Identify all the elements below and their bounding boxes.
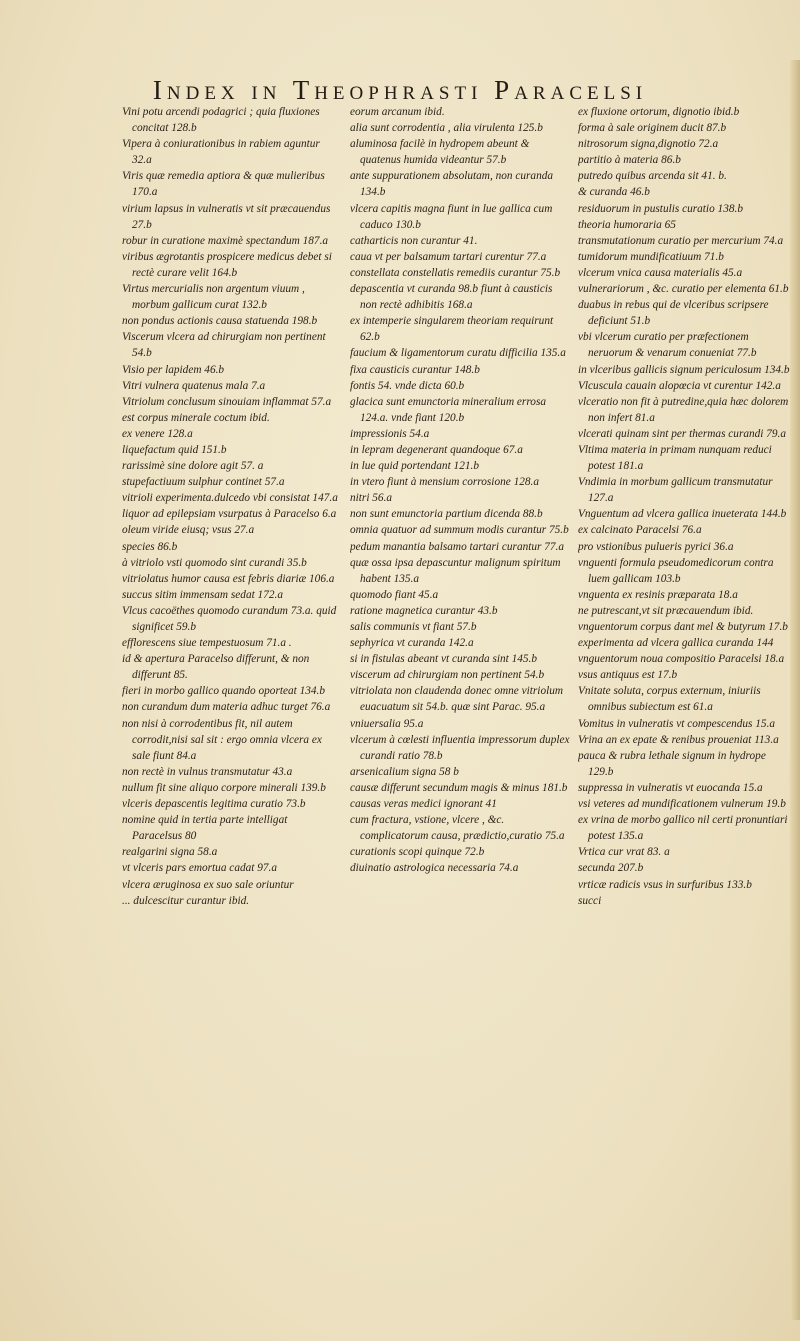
index-entry: glacica sunt emunctoria mineralium errosa 124.a. vnde fiant 120.b	[350, 395, 547, 424]
index-entry: aluminosa facilè in hydropem abeunt & quatenus humida videantur 57.b	[350, 138, 530, 167]
index-entry: Vlcus cacoëthes quomodo curandum 73.a. quid significet 59.b	[122, 604, 337, 633]
index-entry: vsus antiquus est 17.b	[578, 669, 678, 682]
index-entry: si in fistulas abeant vt curanda sint 145.b	[350, 653, 538, 666]
index-entry: Virtus mercurialis non argentum viuum , morbum gallicum curat 132.b	[122, 283, 305, 312]
index-column-left	[122, 104, 340, 909]
index-entry: vnguenti formula pseudomedicorum contra luem gallicam 103.b	[578, 556, 774, 585]
index-entry: vlcera æruginosa ex suo sale oriuntur	[122, 878, 294, 891]
index-entry: succi	[578, 894, 602, 907]
index-entry: robur in curatione maximè spectandum 187.a	[122, 234, 329, 247]
index-entry: à vitriolo vsti quomodo sint curandi 35.b	[122, 556, 307, 569]
index-entry: ex vrina de morbo gallico nil certi pronuntiari potest 135.a	[578, 814, 788, 843]
index-entry: efflorescens siue tempestuosum 71.a .	[122, 637, 292, 650]
index-entry: curationis scopi quinque 72.b	[350, 846, 485, 859]
index-entry: omnia quatuor ad summum modis curantur 75.b	[350, 524, 569, 537]
index-entry: quæ ossa ipsa depascuntur malignum spiritum habent 135.a	[350, 556, 561, 585]
page-header: Index in Theophrasti Paracelsi	[152, 75, 648, 105]
index-entry: partitio à materia 86.b	[578, 154, 681, 167]
index-entry: non nisi à corrodentibus fit, nil autem corrodit,nisi sal sit : ergo omnia vlcera ex sale fiunt 84.a	[122, 717, 322, 762]
index-entry: liquefactum quid 151.b	[122, 443, 227, 456]
index-entry: nomine quid in tertia parte intelligat Paracelsus 80	[122, 814, 288, 843]
index-entry: succus sitim immensam sedat 172.a	[122, 588, 283, 601]
index-entry: vitriolatus humor causa est febris diariæ 106.a	[122, 572, 335, 585]
index-entry: experimenta ad vlcera gallica curanda 144	[578, 637, 774, 650]
index-entry: ex intemperie singularem theoriam requirunt 62.b	[350, 315, 554, 344]
index-entry: causæ differunt secundum magis & minus 181.b	[350, 781, 568, 794]
index-entry: Vini potu arcendi podagrici ; quia fluxiones concitat 128.b	[122, 106, 320, 135]
index-entry: Vltima materia in primam nunquam reduci potest 181.a	[578, 443, 772, 473]
index-entry: vitrioli experimenta.dulcedo vbi consistat 147.a	[122, 492, 338, 505]
index-entry: vlcerum à cœlesti influentia impressorum duplex curandi ratio 78.b	[350, 733, 570, 762]
index-entry: secunda 207.b	[578, 862, 644, 875]
index-entry: ante suppurationem absolutam, non curanda 134.b	[350, 170, 554, 199]
index-entry: faucium & ligamentorum curatu difficilia 135.a	[350, 347, 566, 360]
index-entry: pauca & rubra lethale signum in hydrope 129.b	[578, 749, 766, 778]
index-entry: non rectè in vulnus transmutatur 43.a	[122, 765, 293, 778]
index-entry: impressionis 54.a	[350, 427, 430, 440]
index-entry: ... dulcescitur curantur ibid.	[122, 894, 250, 907]
index-entry: stupefactiuum sulphur continet 57.a	[122, 476, 285, 489]
index-entry: viscerum ad chirurgiam non pertinent 54.b	[350, 669, 545, 682]
index-entry: vlcerati quinam sint per thermas curandi 79.a	[578, 427, 787, 440]
index-entry: vsi veteres ad mundificationem vulnerum 19.b	[578, 798, 786, 811]
index-entry: vnguentorum noua compositio Paracelsi 18.a	[578, 653, 785, 666]
index-entry: vt vlceris pars emortua cadat 97.a	[122, 862, 277, 875]
index-entry: sephyrica vt curanda 142.a	[350, 637, 474, 650]
index-entry: realgarini signa 58.a	[122, 846, 218, 859]
index-entry: ne putrescant,vt sit præcauendum ibid.	[578, 604, 754, 617]
index-entry: Vitri vulnera quatenus mala 7.a	[122, 379, 266, 392]
index-entry: transmutationum curatio per mercurium 74.a	[578, 234, 784, 247]
index-entry: catharticis non curantur 41.	[350, 234, 478, 247]
index-entry: theoria humoraria 65	[578, 218, 676, 231]
index-entry: fixa causticis curantur 148.b	[350, 363, 480, 376]
index-entry: duabus in rebus qui de vlceribus scripsere deficiunt 51.b	[578, 299, 769, 328]
index-entry: cum fractura, vstione, vlcere , &c. complicatorum causa, prædictio,curatio 75.a	[350, 814, 565, 843]
page-edge	[790, 60, 800, 1320]
index-entry: non pondus actionis causa statuenda 198.b	[122, 315, 318, 328]
index-entry: vniuersalia 95.a	[350, 717, 424, 730]
index-column-middle	[350, 104, 570, 877]
index-entry: putredo quibus arcenda sit 41. b.	[578, 170, 727, 183]
index-entry: pro vstionibus pulueris pyrici 36.a	[578, 540, 734, 553]
index-entry: caua vt per balsamum tartari curentur 77.a	[350, 250, 547, 263]
index-entry: in lue quid portendant 121.b	[350, 460, 479, 473]
index-entry: ratione magnetica curantur 43.b	[350, 604, 498, 617]
index-entry: non curandum dum materia adhuc turget 76.a	[122, 701, 331, 714]
index-entry: est corpus minerale coctum ibid.	[122, 411, 270, 424]
index-entry: forma à sale originem ducit 87.b	[578, 122, 727, 135]
index-entry: arsenicalium signa 58 b	[350, 765, 459, 778]
index-entry: salis communis vt fiant 57.b	[350, 621, 477, 633]
index-entry: vlcerum vnica causa materialis 45.a	[578, 266, 743, 279]
index-entry: Vrina an ex epate & renibus proueniat 113.a	[578, 733, 779, 746]
index-entry: oleum viride eiusq; vsus 27.a	[122, 524, 255, 537]
index-entry: liquor ad epilepsiam vsurpatus à Paracelso 6.a	[122, 508, 337, 521]
index-entry: vlceris depascentis legitima curatio 73.b	[122, 798, 306, 811]
index-entry: vulnerariorum , &c. curatio per elementa 61.b	[578, 283, 789, 296]
index-entry: nitrosorum signa,dignotio 72.a	[578, 138, 719, 151]
index-entry: nitri 56.a	[350, 492, 393, 505]
index-entry: vlceratio non fit à putredine,quia hæc dolorem non infert 81.a	[578, 395, 789, 424]
index-entry: diuinatio astrologica necessaria 74.a	[350, 862, 519, 875]
index-entry: in lepram degenerant quandoque 67.a	[350, 443, 523, 456]
index-entry: Vnitate soluta, corpus externum, iniuriis omnibus subiectum est 61.a	[578, 685, 761, 714]
index-entry: Visio per lapidem 46.b	[122, 363, 225, 376]
index-entry: pedum manantia balsamo tartari curantur 77.a	[350, 540, 565, 553]
index-column-right	[578, 104, 794, 909]
index-entry: Vndimia in morbum gallicum transmutatur 127.a	[578, 476, 773, 505]
index-entry: viribus ægrotantis prospicere medicus debet si rectè curare velit 164.b	[122, 250, 332, 279]
index-entry: ex fluxione ortorum, dignotio ibid.b	[578, 106, 740, 118]
index-entry: fontis 54. vnde dicta 60.b	[350, 379, 465, 392]
index-entry: vbi vlcerum curatio per præfectionem neruorum & venarum conueniat 77.b	[578, 331, 757, 360]
index-entry: Viris quæ remedia aptiora & quæ mulieribus 170.a	[122, 170, 325, 199]
index-entry: id & apertura Paracelso differunt, & non differunt 85.	[122, 653, 310, 682]
index-entry: rarissimè sine dolore agit 57. a	[122, 460, 264, 473]
index-entry: suppressa in vulneratis vt euocanda 15.a	[578, 781, 763, 794]
index-entry: constellata constellatis remediis curantur 75.b	[350, 266, 561, 279]
index-entry: Vitriolum conclusum sinouiam inflammat 57.a	[122, 395, 332, 408]
index-entry: eorum arcanum ibid.	[350, 106, 445, 118]
index-entry: ex venere 128.a	[122, 427, 193, 440]
index-entry: tumidorum mundificatiuum 71.b	[578, 250, 724, 263]
index-entry: quomodo fiant 45.a	[350, 588, 439, 601]
index-entry: alia sunt corrodentia , alia virulenta 125.b	[350, 122, 543, 135]
index-entry: in vtero fiunt à mensium corrosione 128.a	[350, 476, 539, 489]
index-entry: Viscerum vlcera ad chirurgiam non pertinent 54.b	[122, 331, 326, 360]
index-entry: nullum fit sine aliquo corpore minerali 139.b	[122, 781, 326, 794]
index-entry: fieri in morbo gallico quando oporteat 134.b	[122, 685, 326, 698]
index-entry: vlcera capitis magna fiunt in lue gallica cum caduco 130.b	[350, 202, 553, 231]
index-entry: vitriolata non claudenda donec omne vitriolum euacuatum sit 54.b. quæ sint Parac. 95.a	[350, 685, 564, 714]
index-entry: species 86.b	[122, 540, 178, 553]
index-entry: virium lapsus in vulneratis vt sit præcauendus 27.b	[122, 202, 331, 231]
index-entry: non sunt emunctoria partium dicenda 88.b	[350, 508, 543, 521]
index-entry: causas veras medici ignorant 41	[350, 798, 497, 811]
index-entry: Vrtica cur vrat 83. a	[578, 846, 670, 859]
index-entry: depascentia vt curanda 98.b fiunt à causticis non rectè adhibitis 168.a	[350, 283, 553, 312]
index-entry: & curanda 46.b	[578, 186, 650, 199]
index-entry: Vipera à coniurationibus in rabiem aguntur 32.a	[122, 138, 320, 167]
index-entry: Vomitus in vulneratis vt compescendus 15.a	[578, 717, 776, 730]
index-entry: Vlcuscula cauain alopœcia vt curentur 142.a	[578, 379, 781, 392]
index-entry: ex calcinato Paracelsi 76.a	[578, 524, 702, 537]
index-entry: in vlceribus gallicis signum periculosum 134.b	[578, 363, 790, 376]
index-entry: vrticæ radicis vsus in surfuribus 133.b	[578, 878, 752, 891]
index-entry: vnguenta ex resinis præparata 18.a	[578, 588, 738, 601]
index-entry: vnguentorum corpus dant mel & butyrum 17.b	[578, 621, 788, 633]
index-entry: residuorum in pustulis curatio 138.b	[578, 202, 743, 215]
index-entry: Vnguentum ad vlcera gallica inueterata 144.b	[578, 508, 787, 521]
